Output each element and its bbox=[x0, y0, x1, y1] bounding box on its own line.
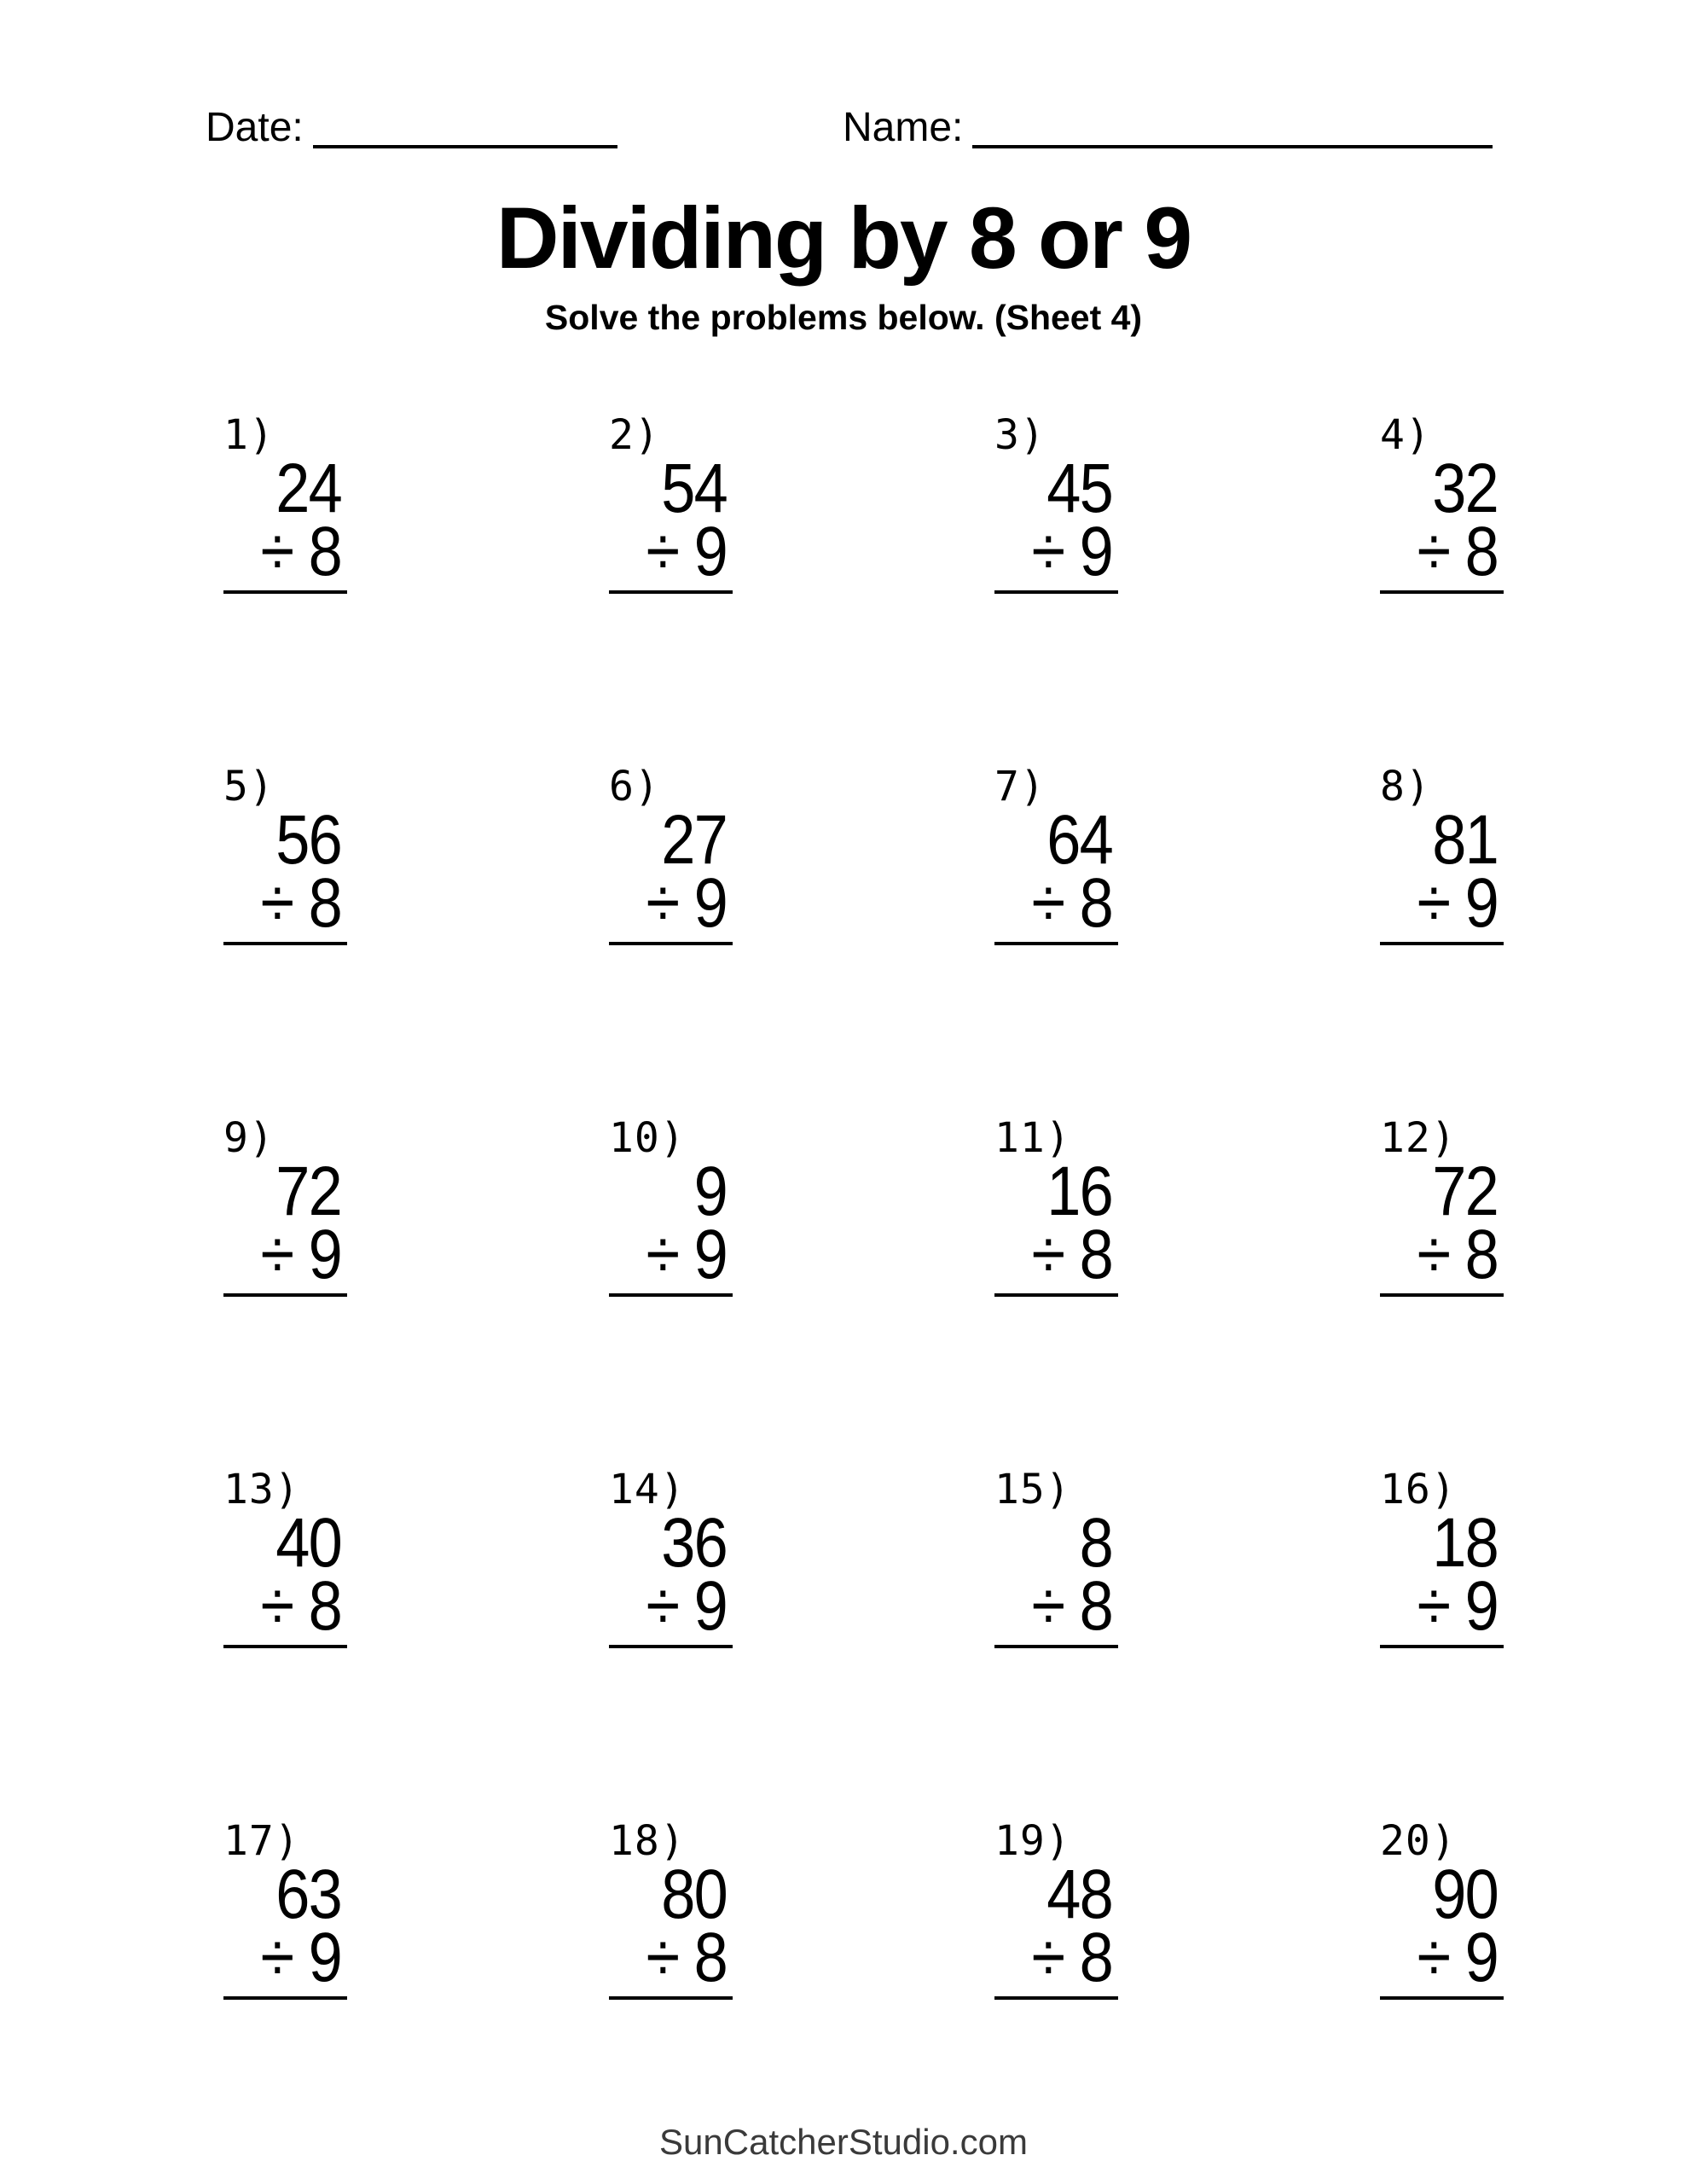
problem-cell bbox=[994, 411, 1118, 594]
problem-number: 10) bbox=[609, 1114, 686, 1162]
dividend: 24 bbox=[275, 449, 341, 527]
dividend: 45 bbox=[1046, 449, 1112, 527]
divisor: ÷ 9 bbox=[646, 1215, 727, 1293]
divisor: ÷ 9 bbox=[260, 1215, 341, 1293]
dividend: 9 bbox=[693, 1152, 727, 1230]
problem-cell bbox=[609, 1817, 733, 2000]
problem-number: 4) bbox=[1380, 411, 1431, 459]
dividend: 80 bbox=[661, 1855, 727, 1933]
problem-cell bbox=[223, 763, 347, 945]
dividend: 36 bbox=[661, 1503, 727, 1582]
page-subtitle: Solve the problems below. (Sheet 4) bbox=[544, 298, 1143, 337]
answer-line bbox=[223, 590, 347, 594]
name-blank-line bbox=[972, 109, 1493, 148]
answer-line bbox=[994, 590, 1118, 594]
dividend: 8 bbox=[1079, 1503, 1112, 1582]
problem-cell bbox=[994, 1817, 1118, 2000]
divisor: ÷ 9 bbox=[646, 512, 727, 590]
footer-credit: SunCatcherStudio.com bbox=[659, 2122, 1028, 2162]
problem-number: 5) bbox=[223, 763, 275, 810]
answer-line bbox=[994, 1996, 1118, 2000]
problem-cell bbox=[1380, 411, 1504, 594]
answer-line bbox=[1380, 942, 1504, 945]
problem-cell bbox=[223, 1466, 347, 1648]
divisor: ÷ 8 bbox=[646, 1918, 727, 1996]
answer-line bbox=[1380, 1996, 1504, 2000]
problem-cell bbox=[1380, 1817, 1504, 2000]
problem-cell bbox=[994, 763, 1118, 945]
problem-cell bbox=[609, 763, 733, 945]
answer-line bbox=[223, 942, 347, 945]
dividend: 72 bbox=[275, 1152, 341, 1230]
divisor: ÷ 8 bbox=[1031, 863, 1112, 942]
page-title: Dividing by 8 or 9 bbox=[496, 189, 1191, 287]
divisor: ÷ 9 bbox=[1417, 1918, 1498, 1996]
divisor: ÷ 8 bbox=[1031, 1918, 1112, 1996]
problem-cell bbox=[609, 411, 733, 594]
problem-cell bbox=[223, 411, 347, 594]
problem-number: 20) bbox=[1380, 1817, 1457, 1865]
date-label: Date: bbox=[206, 105, 304, 150]
dividend: 56 bbox=[275, 800, 341, 879]
divisor: ÷ 9 bbox=[1417, 863, 1498, 942]
divisor: ÷ 9 bbox=[1417, 1566, 1498, 1645]
dividend: 72 bbox=[1432, 1152, 1498, 1230]
problem-cell bbox=[609, 1466, 733, 1648]
dividend: 48 bbox=[1046, 1855, 1112, 1933]
problem-number: 18) bbox=[609, 1817, 686, 1865]
answer-line bbox=[609, 1293, 733, 1297]
problem-cell bbox=[994, 1114, 1118, 1297]
answer-line bbox=[223, 1645, 347, 1648]
answer-line bbox=[609, 590, 733, 594]
dividend: 16 bbox=[1046, 1152, 1112, 1230]
answer-line bbox=[1380, 1293, 1504, 1297]
divisor: ÷ 8 bbox=[260, 1566, 341, 1645]
divisor: ÷ 8 bbox=[1031, 1566, 1112, 1645]
problem-cell bbox=[1380, 763, 1504, 945]
divisor: ÷ 8 bbox=[1031, 1215, 1112, 1293]
problem-cell bbox=[1380, 1466, 1504, 1648]
problem-number: 7) bbox=[994, 763, 1046, 810]
problem-number: 15) bbox=[994, 1466, 1071, 1513]
problem-number: 13) bbox=[223, 1466, 300, 1513]
dividend: 40 bbox=[275, 1503, 341, 1582]
answer-line bbox=[994, 942, 1118, 945]
dividend: 64 bbox=[1046, 800, 1112, 879]
divisor: ÷ 8 bbox=[1417, 1215, 1498, 1293]
problem-number: 1) bbox=[223, 411, 275, 459]
divisor: ÷ 8 bbox=[1417, 512, 1498, 590]
answer-line bbox=[223, 1293, 347, 1297]
problem-number: 8) bbox=[1380, 763, 1431, 810]
problem-cell bbox=[609, 1114, 733, 1297]
problem-cell bbox=[994, 1466, 1118, 1648]
answer-line bbox=[994, 1293, 1118, 1297]
answer-line bbox=[609, 942, 733, 945]
answer-line bbox=[1380, 590, 1504, 594]
divisor: ÷ 9 bbox=[646, 1566, 727, 1645]
problem-cell bbox=[1380, 1114, 1504, 1297]
answer-line bbox=[223, 1996, 347, 2000]
dividend: 27 bbox=[661, 800, 727, 879]
answer-line bbox=[609, 1645, 733, 1648]
problem-number: 6) bbox=[609, 763, 660, 810]
divisor: ÷ 9 bbox=[1031, 512, 1112, 590]
dividend: 90 bbox=[1432, 1855, 1498, 1933]
dividend: 81 bbox=[1432, 800, 1498, 879]
dividend: 63 bbox=[275, 1855, 341, 1933]
problem-number: 3) bbox=[994, 411, 1046, 459]
problem-number: 19) bbox=[994, 1817, 1071, 1865]
problem-number: 17) bbox=[223, 1817, 300, 1865]
name-label: Name: bbox=[843, 105, 964, 150]
dividend: 54 bbox=[661, 449, 727, 527]
problem-cell bbox=[223, 1114, 347, 1297]
divisor: ÷ 8 bbox=[260, 863, 341, 942]
problem-number: 16) bbox=[1380, 1466, 1457, 1513]
problem-number: 9) bbox=[223, 1114, 275, 1162]
answer-line bbox=[1380, 1645, 1504, 1648]
date-blank-line bbox=[313, 109, 617, 148]
problem-cell bbox=[223, 1817, 347, 2000]
problem-number: 2) bbox=[609, 411, 660, 459]
problem-number: 11) bbox=[994, 1114, 1071, 1162]
divisor: ÷ 9 bbox=[260, 1918, 341, 1996]
dividend: 32 bbox=[1432, 449, 1498, 527]
answer-line bbox=[609, 1996, 733, 2000]
answer-line bbox=[994, 1645, 1118, 1648]
divisor: ÷ 9 bbox=[646, 863, 727, 942]
dividend: 18 bbox=[1432, 1503, 1498, 1582]
problem-number: 12) bbox=[1380, 1114, 1457, 1162]
problem-number: 14) bbox=[609, 1466, 686, 1513]
divisor: ÷ 8 bbox=[260, 512, 341, 590]
